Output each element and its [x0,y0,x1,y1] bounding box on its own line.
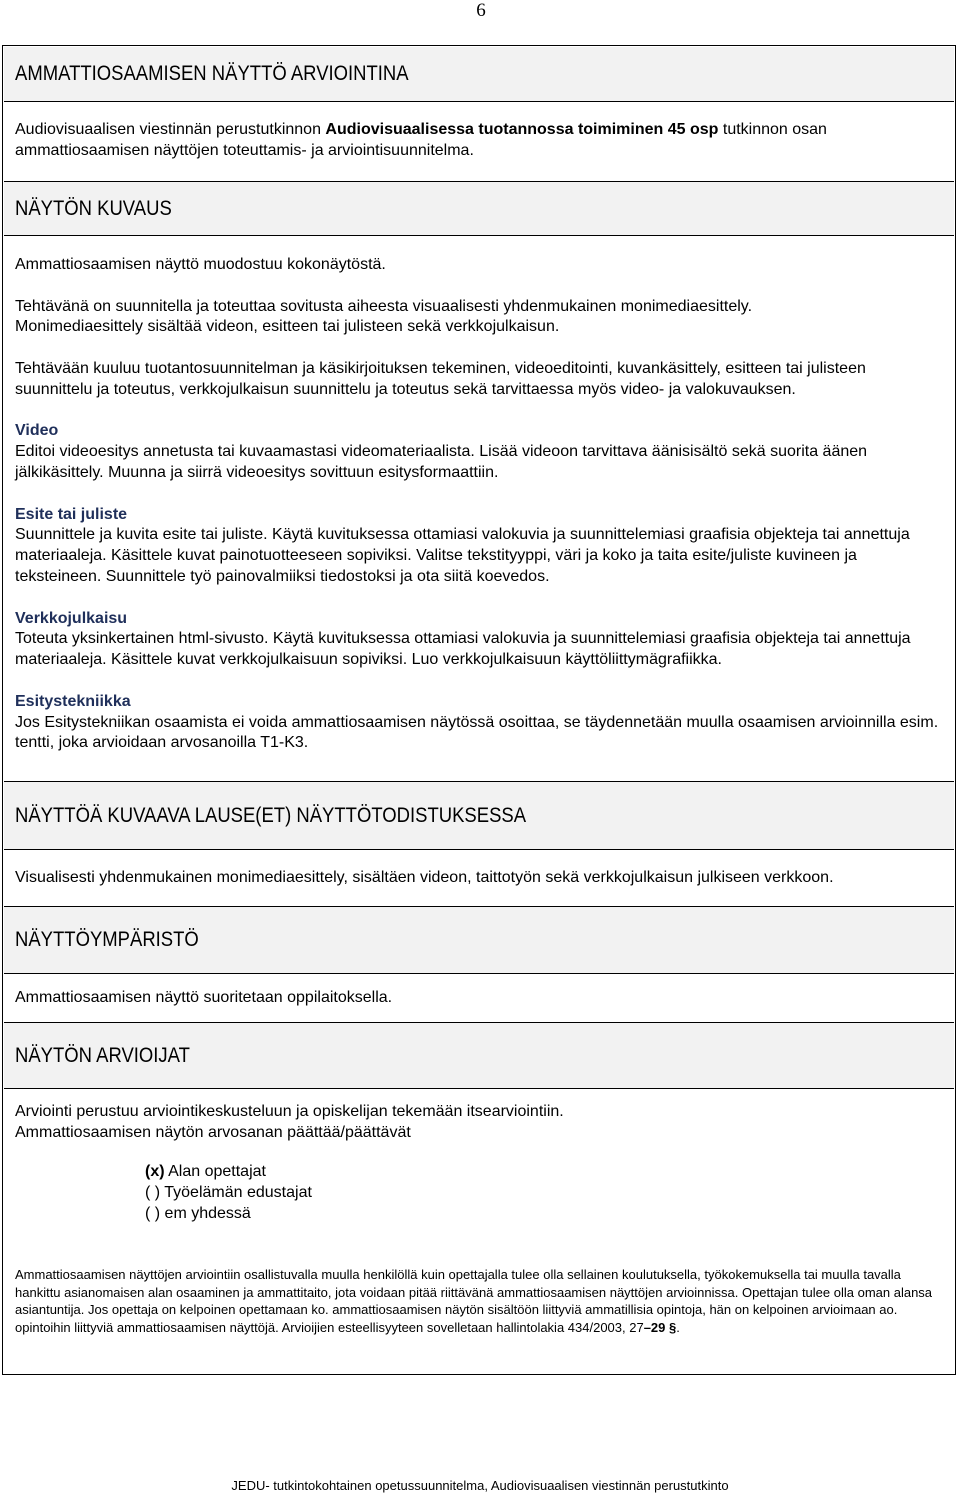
environment-text: Ammattiosaamisen näyttö suoritetaan oppilaitoksella. [15,989,393,1006]
web-text: Toteuta yksinkertainen html-sivusto. Käytä kuvituksessa ottamiasi valokuvia ja suunnittelemiasi graafisia objekteja tai annettuja materiaaleja. Käsittele kuvat verkkojulkaisuun sopiviksi. Luo verkkojulkaisuun käyttöliittymägrafiikka. [15,630,911,669]
description-title: NÄYTÖN KUVAUS [15,196,172,220]
option-both: ( ) em yhdessä [145,1204,251,1222]
section-header-assessment [4,47,954,102]
assessment-plan-frame [2,45,956,1375]
assessors-title: NÄYTÖN ARVIOIJAT [15,1043,190,1067]
section-header-description [4,181,954,236]
main-title: AMMATTIOSAAMISEN NÄYTTÖ ARVIOINTINA [15,62,409,85]
poster-title: Esite tai juliste [15,505,128,523]
assessor-options [145,1162,312,1224]
assessors-footnote: Ammattiosaamisen näyttöjen arviointiin osallistuvalla muulla henkilöllä kuin opettajalla tulee olla sellainen koulutuksella, työkokemuksella tai muulla tavalla hankittu asianomaisen alan osaaminen ja ammattitaito, jota voidaan pitää riittävänä ammattiosaamisen näyttöjen arvioinnissa. Opettajan tulee olla oman alansa asiantuntija. Jos opettaja on kelpoinen opettamaan ko. ammattiosaamisen näytön sisältöön liittyviä ammatillisia opintoja, hän on kelpoinen arvioimaan ao. opintoihin liittyviä ammattiosaamisen näyttöjä. Arvioijien esteellisyyteen sovelletaan hallintolakia 434/2003, 27–29 §. [15,1267,933,1335]
description-text [15,255,939,754]
video-title: Video [15,422,59,440]
section-header-statement [4,781,954,850]
assessors-line2: Ammattiosaamisen näytön arvosanan päättää/päättävät [15,1123,411,1141]
tech-title: Esitystekniikka [15,692,131,710]
tech-text: Jos Esitystekniikan osaamista ei voida ammattiosaamisen näytössä osoittaa, se täydennetään muulla osaamisen arvioinnilla esim. tentti, joka arvioidaan arvosanoilla T1-K3. [15,713,939,752]
option-teachers: (x) Alan opettajat [145,1163,266,1180]
page-footer: JEDU- tutkintokohtainen opetussuunnitelma, Audiovisuaalisen viestinnän perustutkinto [231,1478,729,1493]
description-p2a: Tehtävänä on suunnitella ja toteuttaa sovitusta aiheesta visuaalisesti yhdenmukainen monimediaesittely. [15,297,753,315]
description-p3: Tehtävään kuuluu tuotantosuunnitelman ja käsikirjoituksen tekeminen, videoeditointi, kuvankäsittely, esitteen tai julisteen suunnittelu ja toteutus, verkkojulkaisun suunnittelu ja toteutus sekä tarvittaessa myös video- ja valokuvauksen. [15,359,866,398]
description-p2b: Monimediaesittely sisältää videon, esitteen tai julisteen sekä verkkojulkaisun. [15,318,560,336]
assessors-text [15,1102,939,1144]
assessors-line1: Arviointi perustuu arviointikeskusteluun ja opiskelijan tekemään itsearviointiin. [15,1103,564,1120]
page-number: 6 [476,0,486,21]
statement-text: Visualisesti yhdenmukainen monimediaesittely, sisältäen videon, taittotyön sekä verkkojulkaisun julkiseen verkkoon. [15,869,834,886]
section-header-environment [4,906,954,974]
poster-text: Suunnittele ja kuvita esite tai juliste. Käytä kuvituksessa ottamiasi valokuvia ja suunnittelemiasi graafisia objekteja tai annettuja materiaaleja. Käsittele kuvat painotuotteeseen sopiviksi. Valitse tekstityyppi, väri ja koko ja taita esite/juliste kuvineen ja teksteineen. Suunnittele työ painovalmiiksi tiedostoksi ja ota siitä koevedos. [15,526,910,585]
description-p1: Ammattiosaamisen näyttö muodostuu kokonäytöstä. [15,256,386,273]
environment-title: NÄYTTÖYMPÄRISTÖ [15,928,199,951]
option-worklife: ( ) Työelämän edustajat [145,1183,312,1201]
unit-name: Audiovisuaalisessa tuotannossa toimiminen 45 osp [325,121,719,138]
statement-title: NÄYTTÖÄ KUVAAVA LAUSE(ET) NÄYTTÖTODISTUKSESSA [15,803,527,827]
intro-text: Audiovisuaalisen viestinnän perustutkinnon Audiovisuaalisessa tuotannossa toimiminen 45 osp tutkinnon osan ammattiosaamisen näyttöjen toteuttamis- ja arviointisuunnitelma. [15,121,827,159]
section-header-assessors [4,1022,954,1089]
web-title: Verkkojulkaisu [15,609,128,627]
video-text: Editoi videoesitys annetusta tai kuvaamastasi videomateriaalista. Lisää videoon tarvittava äänisisältö sekä suorita äänen jälkikäsittely. Muunna ja siirrä videoesitys sovittuun esitysformaattiin. [15,443,868,481]
option-teachers-mark: (x) [145,1163,165,1180]
